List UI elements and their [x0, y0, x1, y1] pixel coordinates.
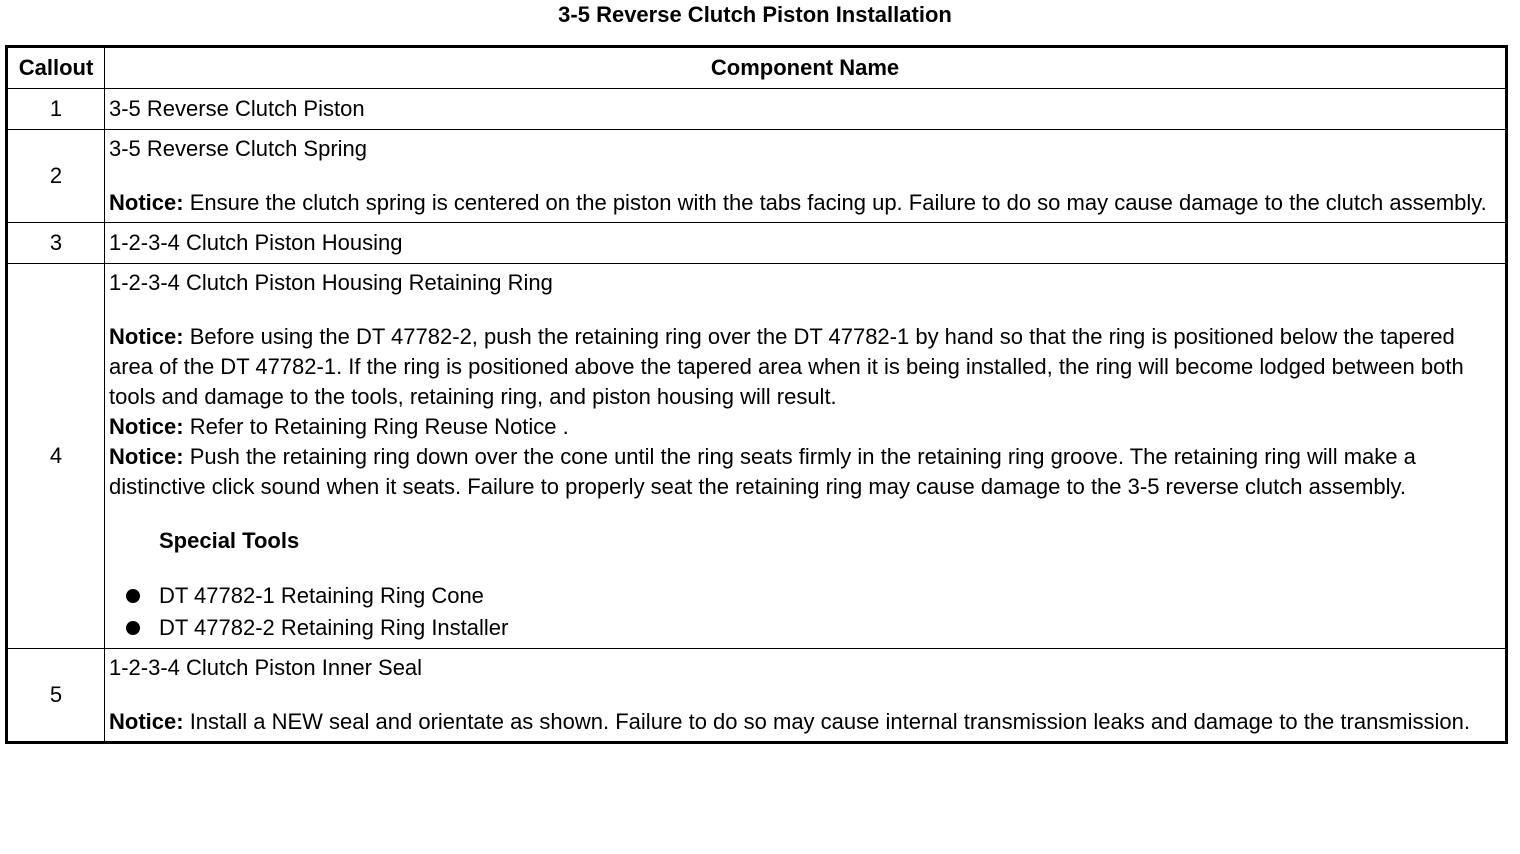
notice-label: Notice: [109, 190, 184, 215]
callout-number: 5 [7, 649, 105, 743]
component-name: 3-5 Reverse Clutch Spring [109, 136, 368, 161]
special-tools-list [109, 580, 1499, 644]
list-item [109, 580, 1499, 612]
table-row [7, 89, 1507, 130]
notice-text: Before using the DT 47782-2, push the retaining ring over the DT 47782-1 by hand so that the ring is positioned below the tapered area of the DT 47782-1. If the ring is positioned above the tapered area when it is being installed, the ring will become lodged between both tools and damage to the tools, retaining ring, and piston housing will result. [109, 324, 1464, 409]
notice-text: Install a NEW seal and orientate as shown. Failure to do so may cause internal transmission leaks and damage to the transmission. [189, 709, 1470, 734]
bullet-icon [126, 589, 140, 603]
notice [109, 707, 1499, 737]
component-name: 1-2-3-4 Clutch Piston Housing [109, 230, 403, 255]
notice-label: Notice: [109, 709, 184, 734]
special-tool-name: DT 47782-1 Retaining Ring Cone [159, 583, 484, 608]
component-cell [105, 264, 1507, 649]
table-row [7, 130, 1507, 223]
table-row [7, 649, 1507, 743]
special-tools-heading: Special Tools [159, 528, 300, 553]
notice [109, 442, 1499, 502]
notice-label: Notice: [109, 444, 184, 469]
special-tool-name: DT 47782-2 Retaining Ring Installer [159, 615, 509, 640]
components-table [5, 45, 1508, 744]
callout-number: 3 [7, 223, 105, 264]
notice-text: Refer to Retaining Ring Reuse Notice . [189, 414, 569, 439]
document-title: 3-5 Reverse Clutch Piston Installation [558, 2, 952, 27]
component-name-column-header: Component Name [105, 47, 1507, 89]
notice [109, 188, 1499, 218]
notice-text: Ensure the clutch spring is centered on the piston with the tabs facing up. Failure to do so may cause damage to the clutch assembly. [189, 190, 1487, 215]
component-cell [105, 223, 1507, 264]
component-name: 1-2-3-4 Clutch Piston Housing Retaining Ring [109, 270, 553, 295]
component-name: 1-2-3-4 Clutch Piston Inner Seal [109, 655, 423, 680]
bullet-icon [126, 621, 140, 635]
table-header-row [7, 47, 1507, 89]
notice-label: Notice: [109, 324, 184, 349]
callout-number: 1 [7, 89, 105, 130]
component-cell [105, 89, 1507, 130]
list-item [109, 612, 1499, 644]
component-name: 3-5 Reverse Clutch Piston [109, 96, 365, 121]
notice-label: Notice: [109, 414, 184, 439]
notice [109, 322, 1499, 412]
table-row [7, 223, 1507, 264]
callout-column-header: Callout [7, 47, 105, 89]
notice [109, 412, 1499, 442]
table-row [7, 264, 1507, 649]
callout-number: 2 [7, 130, 105, 223]
component-cell [105, 130, 1507, 223]
notice-text: Push the retaining ring down over the cone until the ring seats firmly in the retaining ring groove. The retaining ring will make a distinctive click sound when it seats. Failure to properly seat the retaining ring may cause damage to the 3-5 reverse clutch assembly. [109, 444, 1416, 499]
callout-number: 4 [7, 264, 105, 649]
component-cell [105, 649, 1507, 743]
